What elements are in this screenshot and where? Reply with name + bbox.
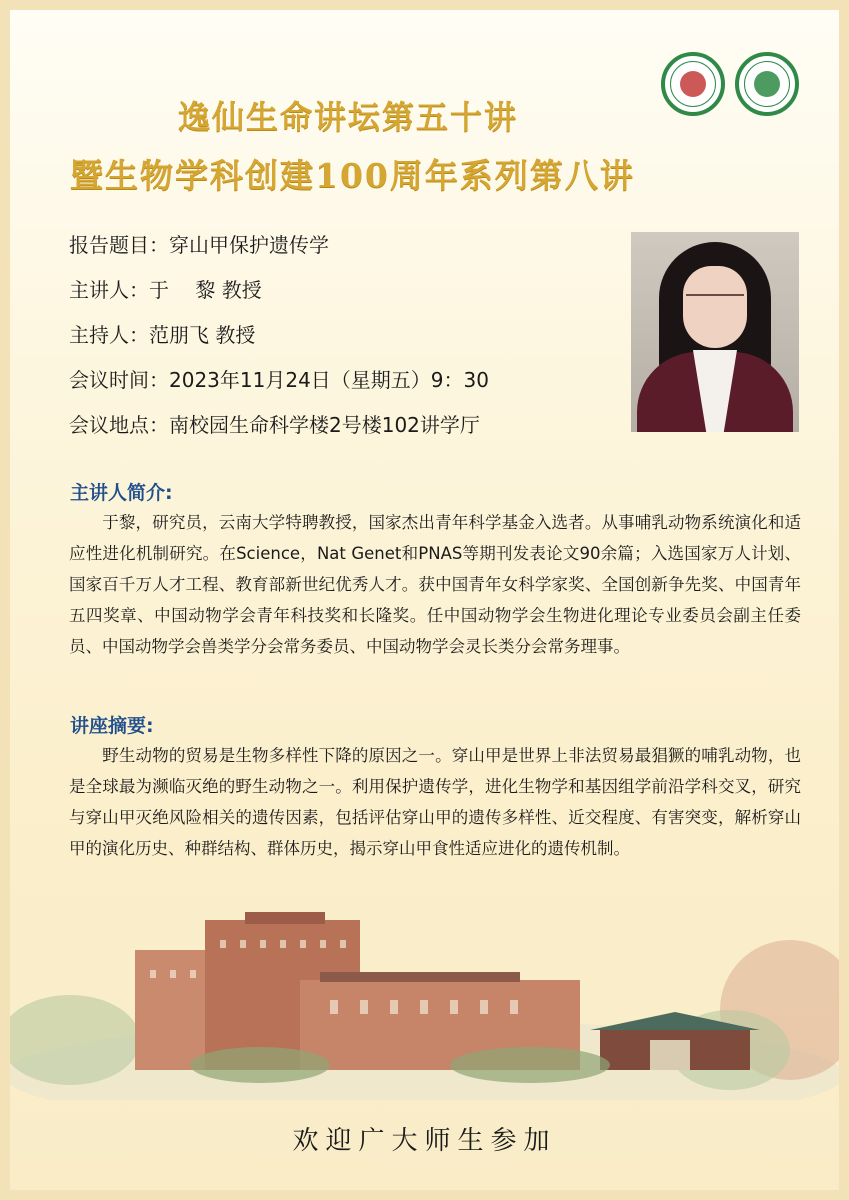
institute-logo	[735, 52, 799, 116]
welcome-banner: 欢迎广大师生参加	[292, 1126, 557, 1156]
forum-title: 逸仙生命讲坛第五十讲	[178, 98, 519, 136]
speaker-line: 主讲人：于 黎 教授	[69, 278, 262, 302]
abstract-text: 野生动物的贸易是生物多样性下降的原因之一。穿山甲是世界上非法贸易最猖獗的哺乳动物，也是全球最为濒临灭绝的野生动物之一。利用保护遗传学，进化生物学和基因组学前沿学科交叉，研究与穿山甲灭绝风险相关的遗传因素，包括评估穿山甲的遗传多样性、近交程度、有害突变，解析穿山甲的演化历史、种群结构、群体历史，揭示穿山甲食性适应进化的遗传机制。	[69, 746, 802, 858]
place-line: 会议地点：南校园生命科学楼2号楼102讲学厅	[69, 413, 480, 437]
school-of-life-sciences-logo	[661, 52, 725, 116]
topic-line: 报告题目：穿山甲保护遗传学	[69, 233, 329, 257]
bio-heading: 主讲人简介:	[70, 482, 173, 504]
poster	[10, 10, 839, 1190]
lecture-info	[69, 228, 609, 453]
series-title: 暨生物学科创建100周年系列第八讲	[70, 156, 635, 195]
host-line: 主持人：范朋飞 教授	[69, 323, 256, 347]
campus-watercolor-illustration	[10, 890, 839, 1100]
logo-group	[661, 52, 799, 116]
bio-text: 于黎，研究员，云南大学特聘教授，国家杰出青年科学基金入选者。从事哺乳动物系统演化和适应性进化机制研究。在Science，Nat Genet和PNAS等期刊发表论文90余篇；入选国家万人计划、国家百千万人才工程、教育部新世纪优秀人才。获中国青年女科学家奖、全国创新争先奖、中国青年五四奖章、中国动物学会青年科技奖和长隆奖。任中国动物学会生物进化理论专业委员会副主任委员、中国动物学会兽类学分会常务委员、中国动物学会灵长类分会常务理事。	[69, 513, 802, 656]
abstract-heading: 讲座摘要:	[70, 715, 154, 737]
speaker-photo	[631, 232, 799, 432]
time-line: 会议时间：2023年11月24日（星期五）9：30	[69, 368, 489, 392]
